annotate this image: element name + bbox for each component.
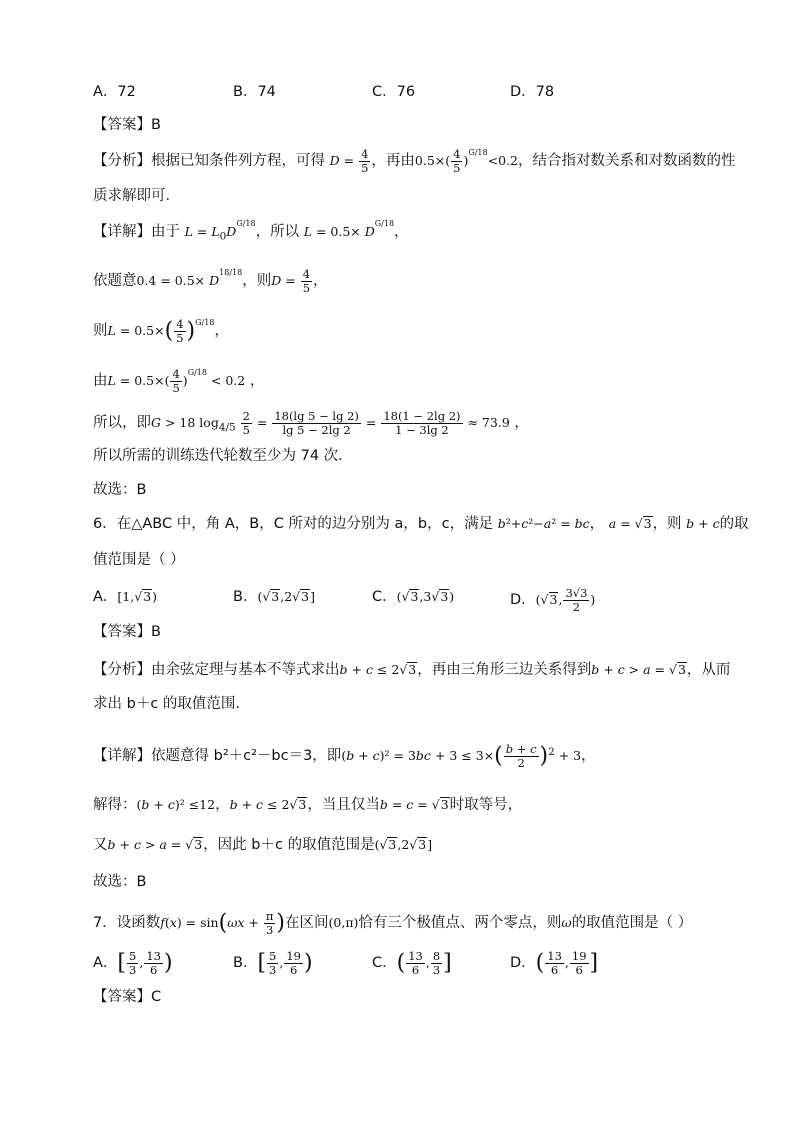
detail-tag: 【详解】: [93, 224, 151, 240]
q6-stem-text-4: 的取: [719, 516, 749, 532]
q7-option-d-label: D．: [510, 955, 536, 971]
q5-option-b: B．74: [233, 84, 276, 100]
q5-option-c: C．76: [372, 84, 416, 100]
q6-analysis-line1: [93, 660, 730, 680]
detail-text-3: 依题意: [93, 273, 137, 289]
q5-detail-line2: 依题意$0.4 = 0.5\times D^{18/18}$，则D = $\frac{4}{5}$ ，: [93, 267, 328, 295]
q6-option-c: [372, 587, 454, 607]
q7-option-b-label: B．: [233, 955, 258, 971]
q6-detail-text-6: 又: [93, 837, 108, 853]
formula-l3: L = 0.5×( $\frac{4}{5}$ )$^{G/18}$: [107, 317, 215, 345]
formula-ineq: 0.5×( $\frac{4}{5}$ )$^{G/18}$<0.2: [414, 147, 518, 175]
formula-f: f(x) = sin(ωx + $\frac{\pi}{3}$ ): [160, 909, 286, 937]
q6-detail-text-4: ，当且仅当: [307, 797, 380, 813]
formula-a: a = √3: [608, 516, 652, 531]
q6-stem-text: 6．在△ABC 中，角 A，B，C 所对的边分别为 a，b，c，满足: [93, 516, 494, 532]
q6-detail-text: 依题意得 b²＋c²－bc＝3，即: [151, 748, 342, 765]
formula-12: (b + c)² ≤12: [136, 797, 216, 812]
q7-stem: [93, 910, 692, 937]
q5-detail-line6: 所以所需的训练迭代轮数至少为 74 次．: [93, 448, 353, 464]
q6-detail-line3: [93, 835, 432, 855]
detail-text-5: 则: [93, 323, 108, 339]
q6-option-a-label: A．: [93, 589, 118, 605]
detail-text-7: 所以，即: [93, 415, 151, 431]
detail-text-2: ，所以: [255, 224, 300, 240]
q7-option-a-label: A．: [93, 955, 118, 971]
q7-option-c-value: ( $\frac{13}{6}$ , $\frac{8}{3}$ ]: [396, 949, 452, 977]
q7-option-b-value: [ $\frac{5}{3}$ , $\frac{19}{6}$ ): [257, 949, 313, 977]
q6-option-c-value: (√3,3√3): [396, 589, 455, 604]
q7-option-d-value: ( $\frac{13}{6}$ , $\frac{19}{6}$ ]: [535, 949, 599, 977]
q7-option-a: [93, 950, 173, 977]
q6-analysis-text-2: ，再由三角形三边关系得到: [417, 662, 592, 678]
formula-gt: b + c > a = √3: [591, 662, 686, 677]
formula-le: b + c ≤ 2√3: [339, 662, 417, 677]
q6-detail-line1: 【详解】依题意得 b²＋c²－bc＝3，即(b + c)² = 3bc + 3 ≤ 3×( $\frac{b + c}{2}$ )$^2$ + 3，: [93, 742, 596, 771]
q6-option-d-value: (√3, $\frac{3√3}{2}$ ): [535, 586, 596, 614]
analysis-text-3: ，结合指对数关系和对数函数的性: [517, 153, 736, 169]
formula-interval: (0,π): [328, 915, 359, 930]
q5-detail-line1: 【详解】由于 $L = L_0D^{G/18}$，所以 $L = 0.5\times D^{G/18}$，: [93, 219, 409, 243]
formula-l2: $L = 0.5\times D^{G/18}$: [303, 219, 395, 239]
q6-analysis-text-3: ，从而: [686, 662, 731, 678]
formula-d: D = $\frac{4}{5}$: [329, 147, 369, 175]
q5-detail-line4: 由L = 0.5×( $\frac{4}{5}$ )$^{G/18}$ < 0.2 ，: [93, 367, 265, 395]
q6-option-a: [93, 587, 157, 607]
q6-detail-text-2: 解得：: [93, 797, 137, 813]
formula-range: (√3,2√3]: [374, 837, 433, 852]
q6-detail-line2: [93, 795, 522, 815]
q5-detail-line5: 所以，即G > 18 $\log_{4/5}$ $\frac{2}{5}$ = $\frac{18(\lg 5 - \lg 2)}{\lg 5 - 2\lg 2}$ = $\frac{18(1 - 2\lg 2)}{1 - 3\lg 2}$ ≈ 73.9 ，: [93, 409, 529, 437]
q6-option-a-value: [1,√3): [117, 589, 158, 604]
q6-stem-line2: 值范围是（ ）: [93, 552, 185, 568]
formula-04: $0.4 = 0.5\times D^{18/18}$: [136, 268, 243, 288]
formula-le2: b + c ≤ 2√3: [229, 797, 307, 812]
formula-g: G > 18 $\log_{4/5}$ $\frac{2}{5}$ = $\frac{18(\lg 5 - \lg 2)}{\lg 5 - 2\lg 2}$ = $\frac{18(1 - 2\lg 2)}{1 - 3\lg 2}$ ≈ 73.9: [151, 409, 510, 437]
formula-bc: b + c: [686, 516, 720, 531]
q6-detail-text-3: ，: [215, 797, 230, 813]
formula-l4: L = 0.5×( $\frac{4}{5}$ )$^{G/18}$ < 0.2: [107, 367, 246, 395]
q5-analysis-line2: 质求解即可．: [93, 188, 180, 204]
detail-text-4: ，则: [242, 273, 272, 289]
formula-omega: ω: [561, 915, 572, 930]
q7-option-d: [510, 950, 598, 977]
q6-analysis-text: 由余弦定理与基本不等式求出: [151, 662, 340, 678]
q6-option-d-label: D．: [510, 592, 536, 608]
q6-detail-text-5: 时取等号，: [449, 797, 523, 813]
q5-analysis: [93, 148, 735, 175]
q5-detail-line3: 则L = 0.5×( $\frac{4}{5}$ )$^{G/18}$，: [93, 317, 229, 345]
q7-stem-text-3: 恰有三个极值点、两个零点，则: [358, 915, 562, 931]
q6-detail-text-7: ，因此 b＋c 的取值范围是: [203, 837, 375, 853]
q6-stem-text-3: ，则: [652, 516, 682, 532]
formula-gt2: b + c > a = √3: [107, 837, 203, 852]
q6-stem-text-2: ，: [589, 516, 605, 532]
q6-option-c-label: C．: [372, 589, 397, 605]
q5-answer: 【答案】B: [93, 117, 161, 133]
q6-option-b: [233, 587, 315, 607]
detail-text: 由于: [151, 224, 180, 240]
q6-option-b-value: (√3,2√3]: [257, 589, 315, 604]
q6-analysis-line2: 求出 b＋c 的取值范围.: [93, 696, 241, 712]
q7-stem-text-2: 在区间: [285, 915, 329, 931]
q5-option-d: D．78: [510, 84, 555, 100]
q7-option-c: [372, 950, 452, 977]
analysis-tag: 【分析】: [93, 153, 151, 169]
q6-detail-tag: 【详解】: [93, 748, 151, 765]
formula-l: $L = L_0D^{G/18}$: [184, 219, 256, 243]
q6-answer: 【答案】B: [93, 624, 161, 640]
q7-stem-text: 7．设函数: [93, 915, 161, 931]
analysis-text: 根据已知条件列方程，可得: [151, 153, 325, 169]
q5-choose: 故选：B: [93, 482, 147, 498]
q6-choose: 故选：B: [93, 874, 147, 890]
q6-option-d: [510, 587, 595, 614]
analysis-text-2: ，再由: [371, 153, 415, 169]
detail-text-6: 由: [93, 373, 108, 389]
q6-analysis-tag: 【分析】: [93, 662, 151, 678]
q7-option-c-label: C．: [372, 955, 397, 971]
q7-option-a-value: [ $\frac{5}{3}$ , $\frac{13}{6}$ ): [117, 949, 173, 977]
q7-answer: 【答案】C: [93, 989, 162, 1005]
formula-eq: b = c = √3: [379, 797, 449, 812]
q7-stem-text-4: 的取值范围是（ ）: [571, 915, 693, 931]
formula-sq: (b + c)² = 3bc + 3 ≤ 3×( $\frac{b + c}{2}$ )$^2$ + 3: [341, 742, 582, 771]
q6-stem-line1: [93, 514, 749, 534]
q6-option-b-label: B．: [233, 589, 258, 605]
formula-d2: D = $\frac{4}{5}$: [271, 267, 311, 295]
q7-option-b: [233, 950, 313, 977]
formula-cos: b²+c²−a² = bc: [497, 516, 590, 531]
q5-option-a: A．72: [93, 84, 136, 100]
